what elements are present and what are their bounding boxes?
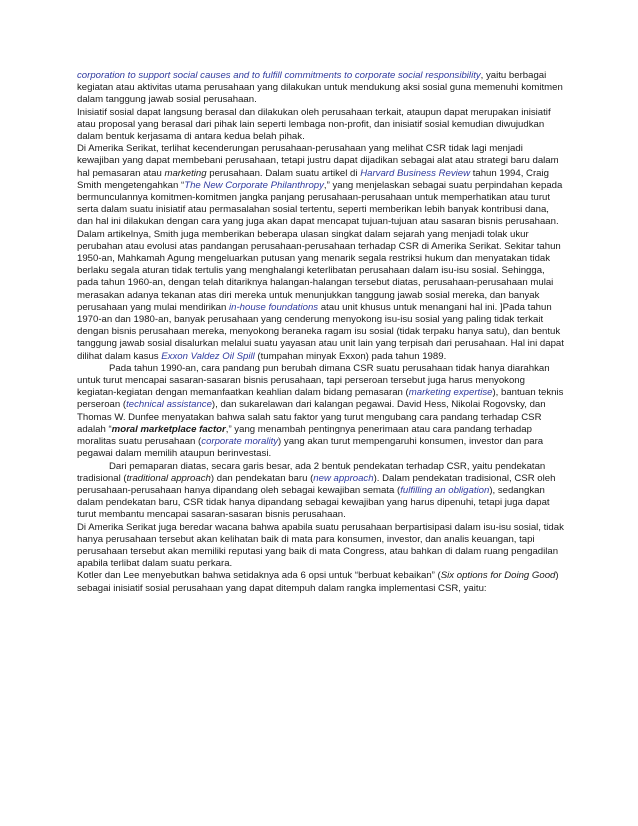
emphasized-text: moral marketplace factor [111, 423, 226, 435]
text-run: ). Dalam pendekatan tradisional, CSR oleh perusahaan-perusahaan hanya dipandang oleh sebagai kewajiban semata ( [77, 472, 556, 496]
text-run: ), sedangkan dalam pendekatan baru, CSR tidak hanya dipandang sebagai kewajiban yang harus dipenuhi, tetapi juga dapat turut membantu mencapai sasaran-sasaran bisnis perusahaan. [77, 484, 550, 521]
text-run: , yaitu berbagai kegiatan atau aktivitas utama perusahaan yang dilakukan untuk mendukung aksi sosial guna memenuhi komitmen dalam tanggung jawab sosial perusahaan. [77, 70, 563, 106]
emphasized-text: Exxon Valdez Oil Spill [161, 350, 255, 362]
text-run: Dari pemaparan diatas, secara garis besar, ada 2 bentuk pendekatan terhadap CSR, yaitu pendekatan tradisional ( [77, 460, 546, 484]
emphasized-text: marketing expertise [408, 387, 493, 399]
document-page [77, 70, 565, 595]
emphasized-text: in-house foundations [229, 301, 319, 313]
emphasized-text: fulfilling an obligation [400, 484, 490, 496]
emphasized-text: technical assistance [126, 399, 212, 411]
text-run: Di Amerika Serikat juga beredar wacana bahwa apabila suatu perusahaan berpartisipasi dalam isu-isu sosial, tidak hanya perusahaan tersebut akan kelihatan baik di mata para konsumen, investor, dan analis keuangan, tapi perusahaan tersebut akan memiliki reputasi yang baik di mata Congress, atau bahkan di dalam ruang pengadilan apabila terlibat dalam suatu perkara. [77, 521, 564, 570]
text-run: ,” yang menjelaskan sebagai suatu perpindahan kepada bermunculannya komitmen-komitmen jangka panjang perusahaan-perusahaan untuk memperhatikan atau turut serta dalam suatu inisiatif atau permasalahan sosial tertentu, seperti memberikan lebih banyak kontribusi dana, dan hal ini dilakukan dengan cara yang juga akan dapat mencapat tujuan-tujuan atau sasaran bisnis perusahaan. [77, 179, 563, 228]
text-run: tahun 1994, Craig Smith mengetengahkan “ [77, 167, 549, 191]
emphasized-text: Harvard Business Review [360, 167, 471, 179]
paragraph-3 [77, 143, 565, 228]
paragraph-2 [77, 107, 565, 144]
emphasized-text: traditional approach [126, 472, 211, 484]
text-run: Pada tahun 1990-an, cara pandang pun berubah dimana CSR suatu perusahaan tidak hanya diarahkan untuk turut mencapai sasaran-sasaran bisnis perusahaan, tapi perseroan tersebut juga harus menyokong kegiatan-kegiatan dengan memanfaatkan keahlian dalam bidang pemasaran ( [77, 362, 550, 399]
text-run: ) yang akan turut mempengaruhi konsumen, investor dan para pegawai dalam memilih ataupun berinvestasi. [77, 436, 544, 460]
text-run: (tumpahan minyak Exxon) pada tahun 1989. [254, 350, 447, 362]
text-run: Kotler dan Lee menyebutkan bahwa setidaknya ada 6 opsi untuk “berbuat kebaikan” ( [77, 570, 441, 582]
text-run: ) sebagai inisiatif sosial perusahaan yang dapat ditempuh dalam rangka implementasi CSR, yaitu: [77, 570, 559, 594]
paragraph-7 [77, 522, 565, 571]
text-run: ) dan pendekatan baru ( [210, 472, 314, 484]
paragraph-8 [77, 570, 565, 594]
text-run: Inisiatif sosial dapat langsung berasal dan dilakukan oleh perusahaan terkait, ataupun dapat merupakan inisiatif atau proposal yang berasal dari pihak lain seperti lembaga non-profit, dan inisiatif sosial kemudian diwujudkan dalam bentuk kerjasama di antara kedua belah pihak. [77, 106, 551, 143]
paragraph-4 [77, 229, 565, 363]
emphasized-text: corporation to support social causes and to fulfill commitments to corporate social responsibility [77, 70, 481, 81]
emphasized-text: Six options for Doing Good [440, 570, 556, 582]
paragraph-6 [77, 461, 565, 522]
text-run: Dalam artikelnya, Smith juga memberikan beberapa ulasan singkat dalam sejarah yang menjadi tolak ukur perubahan atau evolusi atas pandangan perusahaan-perusahaan terhadap CSR di Amerika Serikat. Sekitar tahun 1950-an, Mahkamah Agung mengeluarkan putusan yang menarik segala restriksi hukum dan menyatakan tidak berlaku segala aturan tidak tertulis yang menghalangi keterlibatan perusahaan dalam isu-isu sosial. Sehingga, pada tahun 1960-an, dengan telah ditariknya halangan-halangan tersebut diatas, perusahaan-perusahaan mulai merasakan adanya tekanan atas diri mereka untuk menunjukkan tanggung jawab sosial mereka, dan banyak perusahaan yang mulai mendirikan [77, 228, 561, 313]
emphasized-text: corporate morality [201, 436, 279, 448]
text-run: ,” yang menambah pentingnya penerimaan atau cara pandang terhadap moralitas suatu perusahaan ( [77, 423, 532, 448]
text-run: perusahaan. Dalam suatu artikel di [206, 167, 361, 179]
emphasized-text: new approach [313, 472, 374, 484]
paragraph-1 [77, 70, 565, 107]
emphasized-text: The New Corporate Philanthropy [184, 179, 324, 191]
text-run: atau unit khusus untuk menangani hal ini. ]Pada tahun 1970-an dan 1980-an, banyak perusahaan yang cenderung menyokong isu-isu sosial yang paling tidak terkait dengan bisnis perusahaan mereka, menyokong beraneka ragam isu sosial (tidak terpaku hanya satu), dan bentuk tanggung jawab sosial disalurkan melalui suatu yayasan atau unit lain yang terpisah dari perusahaan. Hal ini dapat dilihat dalam kasus [77, 301, 564, 362]
text-run: Di Amerika Serikat, terlihat kecenderungan perusahaan-perusahaan yang melihat CSR tidak lagi menjadi kewajiban yang dapat membebani perusahaan, tetapi justru dapat dijadikan sebagai alat atau strategi baru dalam hal pemasaran atau [77, 143, 559, 179]
emphasized-text: marketing [164, 167, 207, 179]
text-run: ), bantuan teknis perseroan ( [77, 387, 564, 411]
text-run: ), dan sukarelawan dari kalangan pegawai. David Hess, Nikolai Rogovsky, dan Thomas W. Dunfee menyatakan bahwa salah satu faktor yang turut mengubang cara pandang terhadap CSR adalah “ [77, 399, 546, 435]
paragraph-5 [77, 363, 565, 461]
